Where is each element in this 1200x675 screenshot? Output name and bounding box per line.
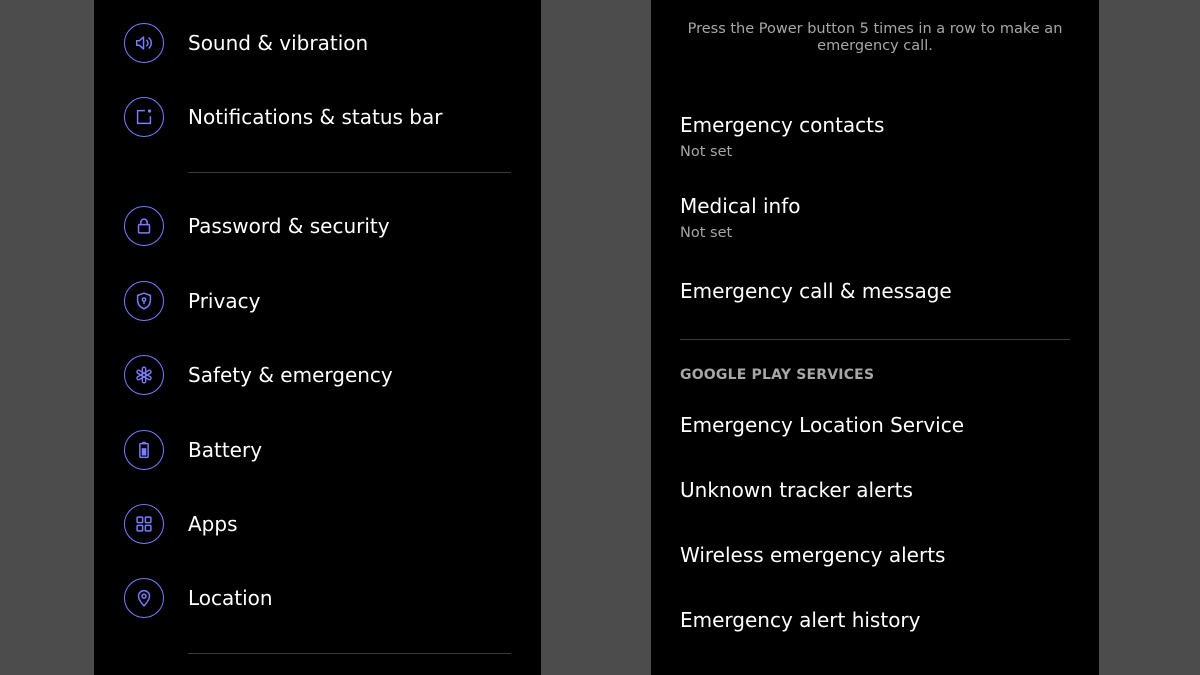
emergency-sos-hint: Press the Power button 5 times in a row to make an emergency call.: [687, 21, 1063, 54]
setting-title: Unknown tracker alerts: [680, 478, 913, 502]
location-pin-icon: [124, 578, 164, 618]
menu-item-battery[interactable]: [124, 430, 541, 474]
menu-item-label: Notifications & status bar: [188, 105, 443, 129]
menu-item-label: Sound & vibration: [188, 31, 369, 55]
menu-item-safety-emergency[interactable]: [124, 355, 541, 399]
menu-item-label: Password & security: [188, 214, 390, 238]
menu-item-location[interactable]: [124, 578, 541, 622]
section-divider: [680, 339, 1070, 340]
menu-item-label: Apps: [188, 512, 238, 536]
setting-title: Emergency contacts: [680, 113, 885, 137]
setting-subtitle: Not set: [680, 225, 733, 241]
lock-icon: [124, 206, 164, 246]
menu-item-apps[interactable]: [124, 504, 541, 548]
menu-item-privacy[interactable]: [124, 281, 541, 325]
menu-item-label: Safety & emergency: [188, 363, 393, 387]
setting-title: Emergency call & message: [680, 279, 952, 303]
section-divider: [188, 653, 511, 654]
setting-title: Wireless emergency alerts: [680, 543, 946, 567]
safety-emergency-panel: [651, 0, 1099, 675]
menu-item-notifications-status-bar[interactable]: [124, 97, 541, 141]
asterisk-icon: [124, 355, 164, 395]
menu-item-label: Location: [188, 586, 273, 610]
notification-icon: [124, 97, 164, 137]
menu-item-sound-vibration[interactable]: [124, 23, 541, 67]
battery-icon: [124, 430, 164, 470]
setting-subtitle: Not set: [680, 144, 733, 160]
settings-list-panel: [94, 0, 541, 675]
menu-item-password-security[interactable]: [124, 206, 541, 250]
setting-title: Emergency alert history: [680, 608, 921, 632]
apps-grid-icon: [124, 504, 164, 544]
shield-icon: [124, 281, 164, 321]
section-header-google-play-services: GOOGLE PLAY SERVICES: [680, 367, 875, 383]
setting-title: Emergency Location Service: [680, 413, 965, 437]
setting-title: Medical info: [680, 194, 801, 218]
section-divider: [188, 172, 511, 173]
speaker-icon: [124, 23, 164, 63]
menu-item-label: Privacy: [188, 289, 261, 313]
menu-item-label: Battery: [188, 438, 263, 462]
